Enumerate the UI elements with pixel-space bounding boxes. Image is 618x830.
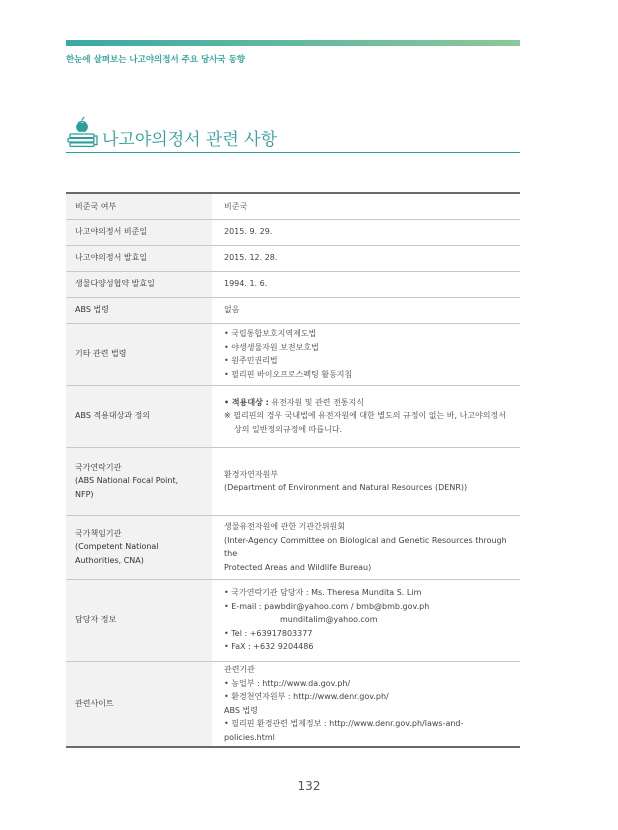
row-label: ABS 법령 [66, 297, 212, 323]
row-value: 없음 [224, 305, 240, 315]
contact-person: • 국가연락기관 담당자 : Ms. Theresa Mundita S. Lim [224, 588, 422, 598]
value-line: Protected Areas and Wildlife Bureau) [224, 562, 372, 572]
table-row [66, 193, 520, 219]
table-row [66, 515, 520, 579]
table-row [66, 219, 520, 245]
row-label: ABS 적용대상과 정의 [66, 385, 212, 447]
label-line: (Competent National [75, 542, 159, 552]
title-divider [66, 152, 520, 153]
scope-note-cont: 상의 일반정의규정에 따릅니다. [234, 424, 343, 434]
list-item: • 야생생물자원 보전보호법 [224, 342, 319, 352]
related-agencies-heading: 관련기관 [224, 665, 255, 675]
table-row [66, 245, 520, 271]
value-line: (Department of Environment and Natural Resources (DENR)) [224, 483, 468, 492]
row-value [212, 579, 520, 661]
scope-text: 유전자원 및 관련 전통지식 [268, 397, 364, 407]
table-row [66, 579, 520, 661]
scope-note: ※ 필리핀의 경우 국내법에 유전자원에 대한 별도의 규정이 없는 바, 나고야의정서 [224, 411, 506, 421]
scope-line [224, 396, 514, 410]
row-label: 나고야의정서 발효일 [66, 245, 212, 271]
site-link: • 환경천연자원부 : http://www.denr.gov.ph/ [224, 692, 389, 702]
contact-email: • E-mail : pawbdir@yahoo.com / bmb@bmb.gov.ph [224, 601, 430, 611]
list-item: • 필리핀 바이오프로스펙팅 활동지침 [224, 369, 353, 379]
label-line: (ABS National Focal Point, [75, 476, 179, 486]
row-value: 1994. 1. 6. [224, 279, 268, 289]
row-value: 비준국 [224, 201, 248, 211]
value-line: (Inter-Agency Committee on Biological and Genetic Resources through the [224, 535, 507, 558]
value-line: 환경자연자원부 [224, 469, 279, 479]
table-row [66, 661, 520, 747]
label-line: 국가연락기관 [75, 462, 122, 472]
list-item: • 국립통합보호지역제도법 [224, 329, 317, 338]
row-value: 2015. 9. 29. [224, 227, 273, 237]
site-link: • 필리핀 환경관련 법제정보 : http://www.denr.gov.ph/laws-and-policies.html [224, 719, 464, 742]
row-label: 담당자 정보 [66, 579, 212, 661]
row-label: 비준국 여부 [66, 193, 212, 219]
section-title: 나고야의정서 관련 사항 [102, 130, 278, 150]
row-value [212, 661, 520, 747]
row-label [66, 447, 212, 515]
row-label: 나고야의정서 비준일 [66, 219, 212, 245]
scope-bold: • 적용대상 : [224, 397, 269, 407]
row-label: 기타 관련 법령 [66, 323, 212, 385]
value-line: 생물유전자원에 관한 기관간위원회 [224, 522, 346, 531]
row-value [212, 515, 520, 579]
running-header: 한눈에 살펴보는 나고야의정서 주요 당사국 동향 [66, 55, 246, 65]
row-label: 관련사이트 [66, 661, 212, 747]
list-item: • 원주민권리법 [224, 356, 278, 365]
table-row [66, 297, 520, 323]
row-value: 2015. 12. 28. [224, 253, 278, 263]
contact-tel: • Tel : +63917803377 [224, 628, 313, 638]
table-row [66, 447, 520, 515]
header-accent-bar [66, 40, 520, 46]
site-link: • 농업부 : http://www.da.gov.ph/ [224, 678, 351, 688]
table-row [66, 385, 520, 447]
row-label [66, 515, 212, 579]
row-value [212, 323, 520, 385]
table-row [66, 271, 520, 297]
label-line: 국가책임기관 [75, 528, 122, 538]
contact-email-cont: munditalim@yahoo.com [280, 615, 378, 625]
table-row [66, 323, 520, 385]
row-value [212, 385, 520, 447]
row-label: 생물다양성협약 발효일 [66, 271, 212, 297]
page-number: 132 [297, 779, 321, 793]
row-value [212, 447, 520, 515]
contact-fax: • FaX : +632 9204486 [224, 642, 314, 652]
abs-law-heading: ABS 법령 [224, 705, 258, 715]
books-apple-icon [64, 113, 100, 149]
protocol-info-table [66, 192, 520, 748]
label-line: NFP) [75, 489, 94, 499]
label-line: Authorities, CNA) [75, 555, 144, 565]
